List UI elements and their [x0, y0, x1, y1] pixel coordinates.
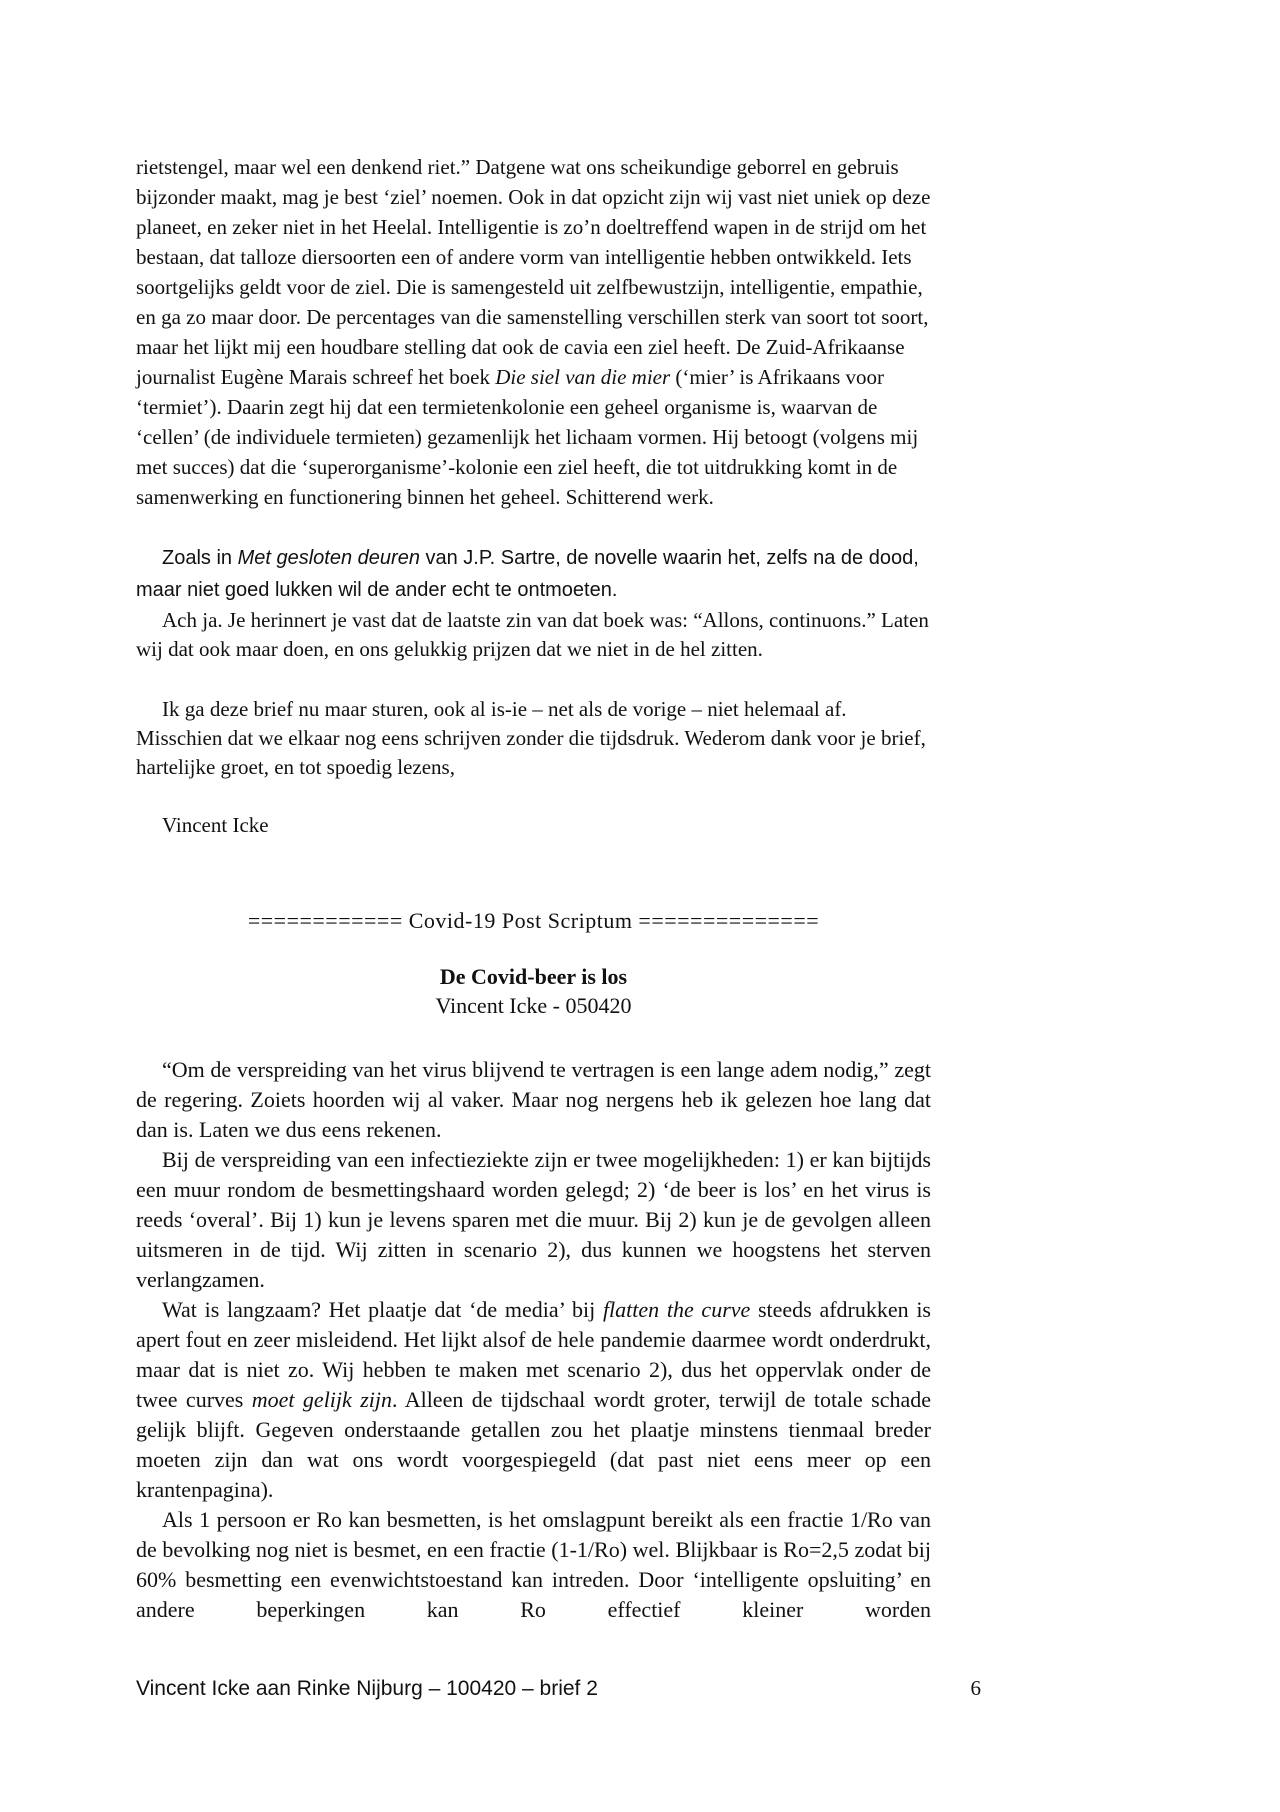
- paragraph-send-off: Ik ga deze brief nu maar sturen, ook al is-ie – net als de vorige – niet helemaal af. Misschien dat we elkaar nog eens schrijven zonder die tijdsdruk. Wederom dank voor je brief, hartelijke groet, en tot spoedig lezens,: [136, 697, 926, 779]
- letter-body: [136, 152, 931, 1625]
- ps-divider: ============ Covid-19 Post Scriptum ==============: [247, 908, 820, 933]
- ps-flatten-text-pre: Wat is langzaam? Het plaatje dat ‘de media’ bij: [162, 1297, 603, 1322]
- ps-paragraph-flatten-curve: [136, 1295, 931, 1505]
- paragraph-sartre: [136, 542, 931, 606]
- ps-paragraph-scenarios: Bij de verspreiding van een infectieziekte zijn er twee mogelijkheden: 1) er kan bijtijds een muur rondom de besmettingshaard worden gelegd; 2) ‘de beer is los’ en het virus is reeds ‘overal’. Bij 1) kun je levens sparen met die muur. Bij 2) kun je de gevolgen alleen uitsmeren in de tijd. Wij zitten in scenario 2), dus kunnen we hoogstens het sterven verlangzamen.: [136, 1147, 931, 1292]
- ps-flatten-text-post: . Alleen de tijdschaal wordt groter, terwijl de totale schade gelijk blijft. Gegeven onderstaande getallen zou het plaatje minstens tienmaal breder moeten zijn dan wat ons wordt voorgespiegeld (dat past niet eens meer op een krantenpagina).: [136, 1387, 932, 1502]
- phrase-flatten-the-curve: flatten the curve: [602, 1297, 751, 1322]
- ps-paragraph-r0: Als 1 persoon er Ro kan besmetten, is het omslagpunt bereikt als een fractie 1/Ro van de bevolking nog niet is besmet, en een fractie (1-1/Ro) wel. Blijkbaar is Ro=2,5 zodat bij 60% besmetting een evenwichtstoestand kan intreden. Door ‘intelligente opsluiting’ en andere beperkingen kan Ro effectief kleiner worden: [136, 1507, 931, 1622]
- ps-byline: Vincent Icke - 050420: [435, 993, 632, 1018]
- page-footer: [136, 1674, 981, 1703]
- ps-flatten-text-mid: steeds afdrukken is apert fout en zeer misleidend. Het lijkt alsof de hele pandemie daarmee wordt onderdrukt, maar dat is niet zo. Wij hebben te maken met scenario 2), dus het oppervlak onder de twee curves: [136, 1297, 931, 1412]
- paragraph-sartre-text-post: van J.P. Sartre, de novelle waarin het, zelfs na de dood, maar niet goed lukken wil de ander echt te ontmoeten.: [136, 547, 919, 601]
- paragraph-soul-text-post: (‘mier’ is Afrikaans voor ‘termiet’). Daarin zegt hij dat een termietenkolonie een geheel organisme is, waarvan de ‘cellen’ (de individuele termieten) gezamenlijk het lichaam vormen. Hij betoogt (volgens mij met succes) dat die ‘superorganisme’-kolonie een ziel heeft, die tot uitdrukking komt in de samenwerking en functionering binnen het geheel. Schitterend werk.: [136, 365, 919, 509]
- page-number: 6: [970, 1676, 981, 1700]
- footer-reference: Vincent Icke aan Rinke Nijburg – 100420 – brief 2: [136, 1677, 598, 1700]
- ps-title: De Covid-beer is los: [439, 964, 628, 989]
- phrase-moet-gelijk-zijn: moet gelijk zijn: [251, 1387, 392, 1412]
- paragraph-sartre-text-pre: Zoals in: [162, 547, 238, 569]
- ps-paragraph-regering: “Om de verspreiding van het virus blijvend te vertragen is een lange adem nodig,” zegt de regering. Zoiets hoorden wij al vaker. Maar nog nergens heb ik gelezen hoe lang dat dan is. Laten we dus eens rekenen.: [136, 1057, 931, 1142]
- book-title-die-siel-van-die-mier: Die siel van die mier: [495, 365, 671, 389]
- paragraph-allons: Ach ja. Je herinnert je vast dat de laatste zin van dat boek was: “Allons, continuons.” Laten wij dat ook maar doen, en ons gelukkig prijzen dat we niet in de hel zitten.: [136, 608, 929, 661]
- book-title-met-gesloten-deuren: Met gesloten deuren: [237, 547, 420, 569]
- signature: Vincent Icke: [162, 813, 269, 837]
- paragraph-soul-continuation: [136, 152, 931, 512]
- paragraph-soul-text-pre: rietstengel, maar wel een denkend riet.” Datgene wat ons scheikundige geborrel en gebruis bijzonder maakt, mag je best ‘ziel’ noemen. Ook in dat opzicht zijn wij vast niet uniek op deze planeet, en zeker niet in het Heelal. Intelligentie is zo’n doeltreffend wapen in de strijd om het bestaan, dat talloze diersoorten een of andere vorm van intelligentie hebben ontwikkeld. Iets soortgelijks geldt voor de ziel. Die is samengesteld uit zelfbewustzijn, intelligentie, empathie, en ga zo maar door. De percentages van die samenstelling verschillen sterk van soort tot soort, maar het lijkt mij een houdbare stelling dat ook de cavia een ziel heeft. De Zuid-Afrikaanse journalist Eugène Marais schreef het boek: [136, 155, 931, 389]
